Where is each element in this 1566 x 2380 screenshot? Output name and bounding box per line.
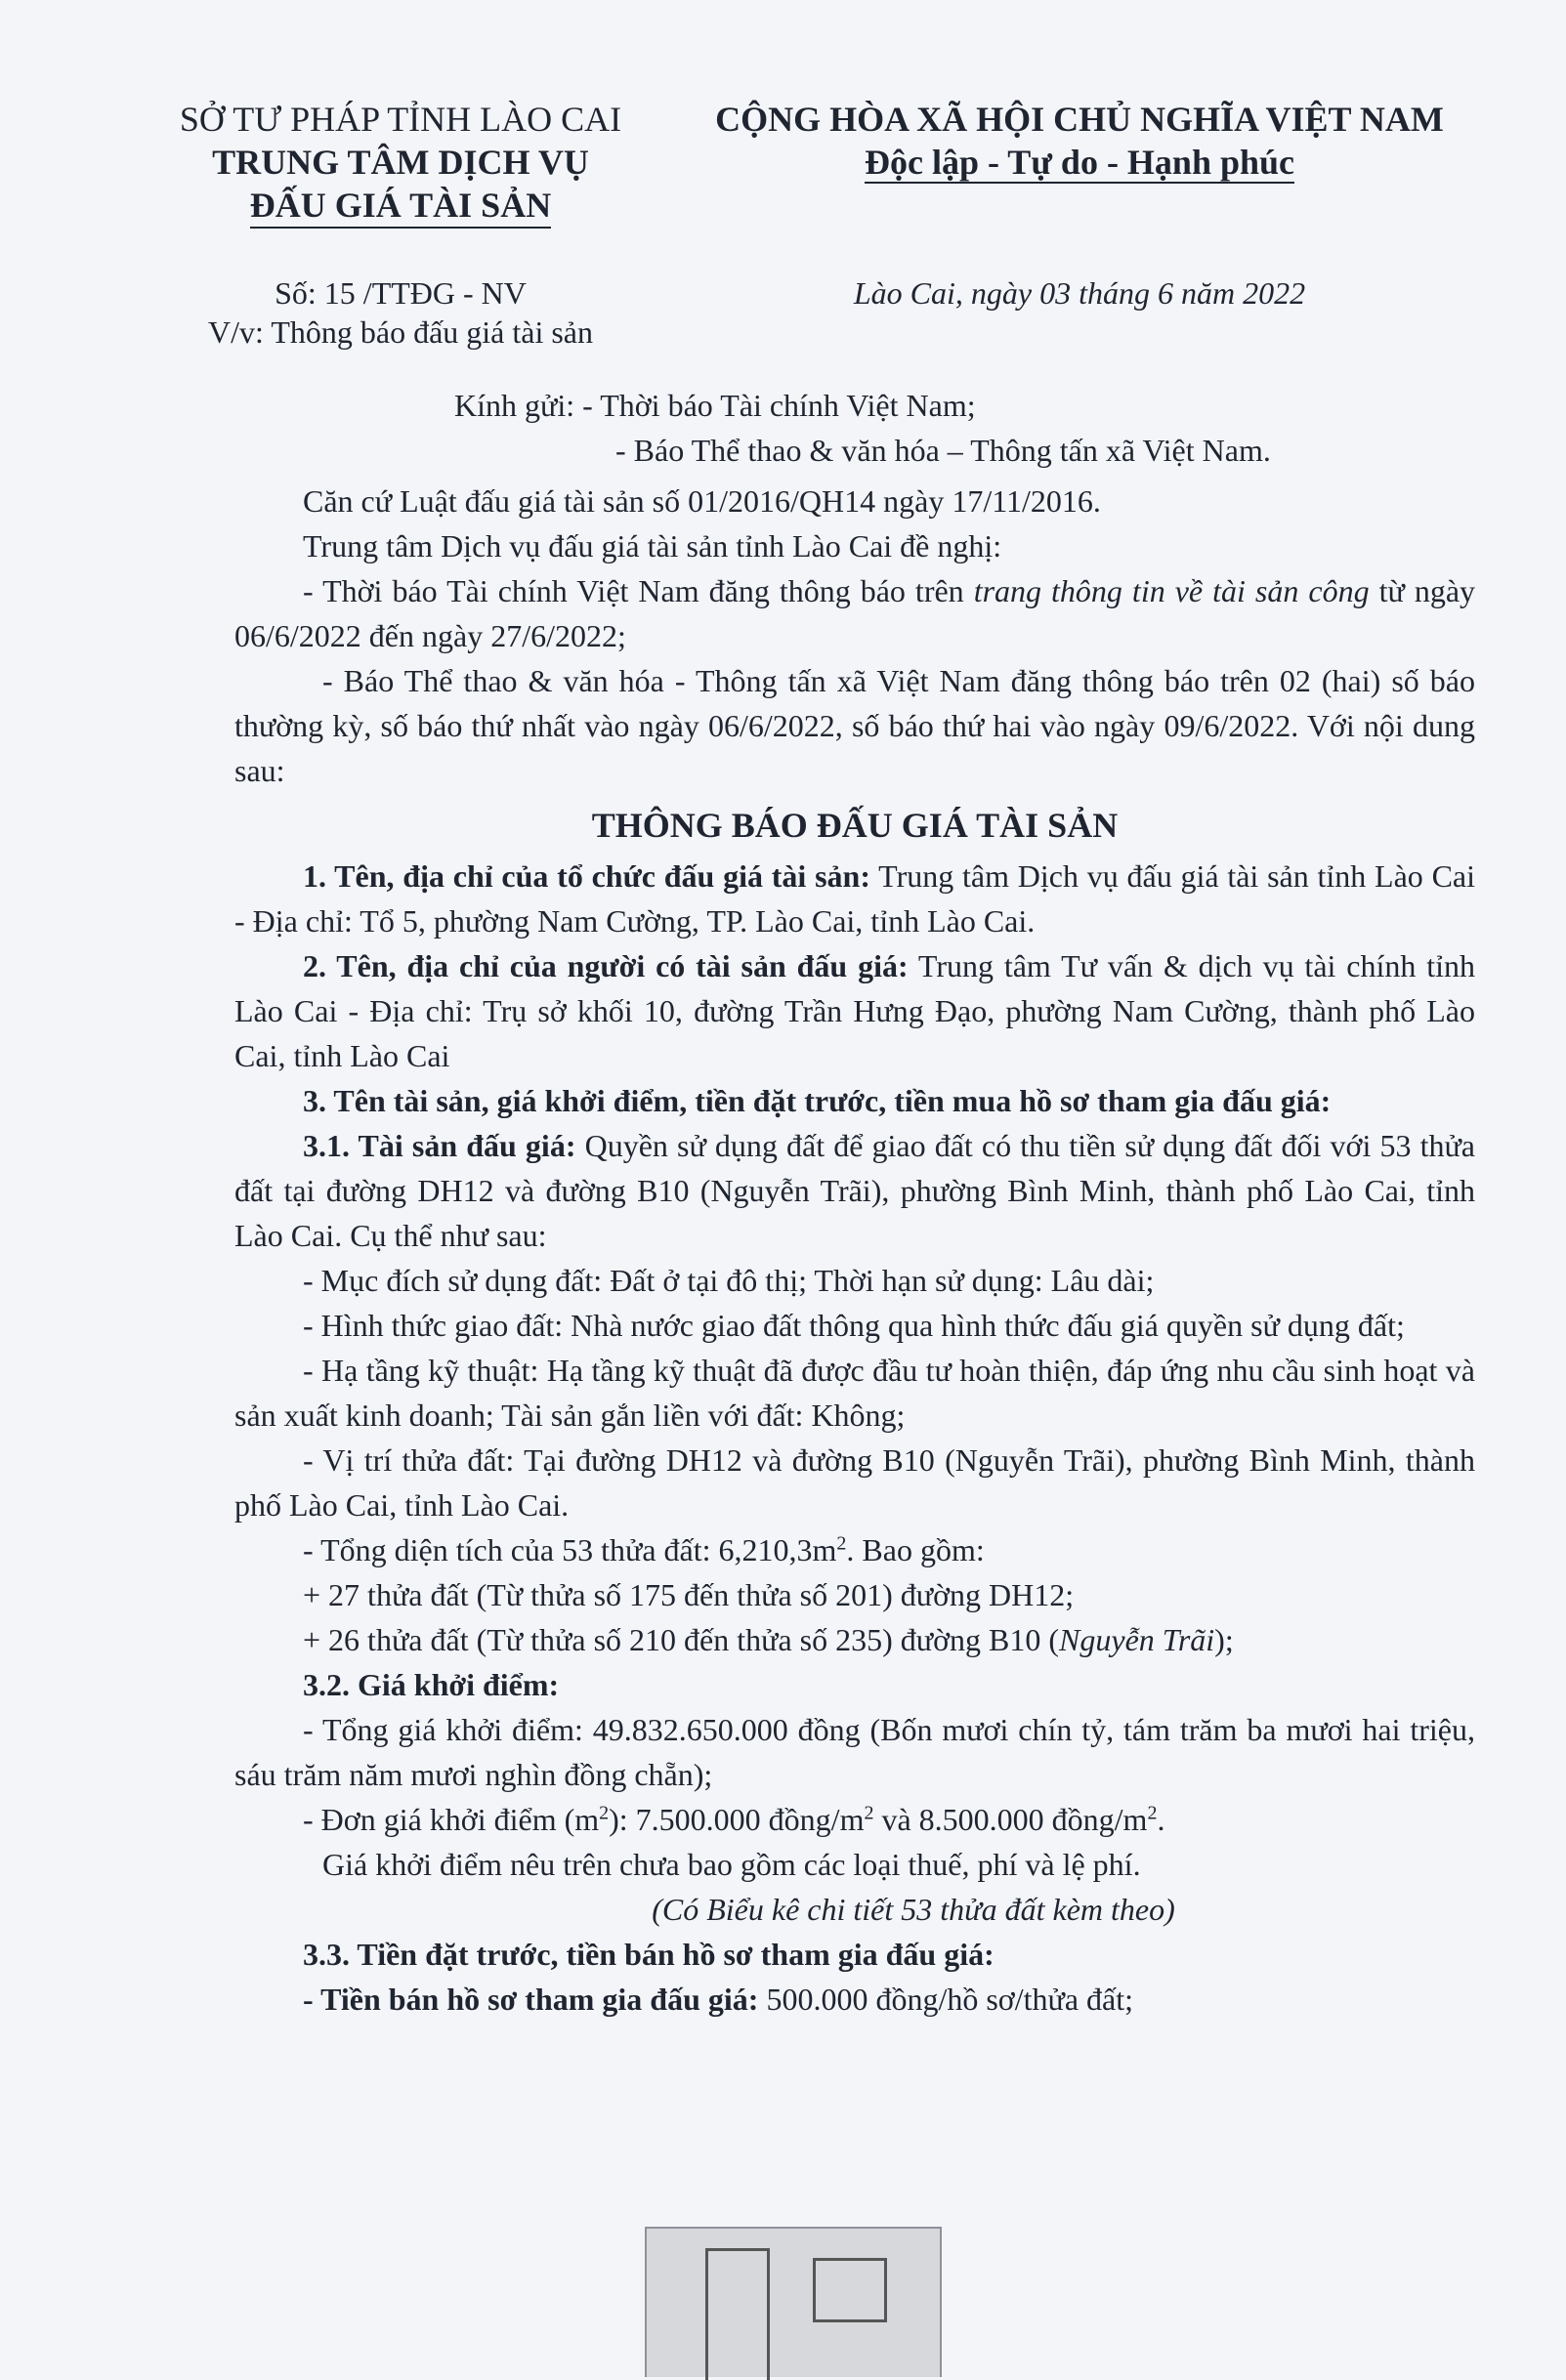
bullet-purpose: - Mục đích sử dụng đất: Đất ở tại đô thị; Thời hạn sử dụng: Lâu dài;	[303, 1263, 1155, 1298]
dossier-fee-value: 500.000 đồng/hồ sơ/thửa đất;	[758, 1982, 1134, 2017]
area-sup: 2	[836, 1532, 847, 1555]
recipient-line-1	[234, 383, 1475, 428]
unit-price-a: - Đơn giá khởi điểm (m	[303, 1802, 600, 1837]
unit-price-c: và 8.500.000 đồng/m	[873, 1802, 1148, 1837]
plots-b10-b: );	[1214, 1622, 1234, 1657]
section-3-2-heading: 3.2. Giá khởi điểm:	[303, 1667, 560, 1702]
doc-subject: V/v: Thông báo đấu giá tài sản	[208, 314, 593, 350]
doc-number: Số: 15 /TTĐG - NV	[275, 275, 527, 311]
issuer-block	[147, 98, 655, 229]
stamp-graphic	[645, 2227, 942, 2377]
request-1-b: từ ngày 06/6/2022 đến ngày 27/6/2022;	[234, 573, 1476, 653]
section-2-text: Trung tâm Tư vấn & dịch vụ tài chính tỉnh Lào Cai - Địa chỉ: Trụ sở khối 10, đường Trần Hưng Đạo, phường Nam Cường, thành phố Lào Cai, tỉnh Lào Cai	[234, 948, 1476, 1073]
bullet-total-price: - Tổng giá khởi điểm: 49.832.650.000 đồng (Bốn mươi chín tỷ, tám trăm ba mươi hai triệu, sáu trăm năm mươi nghìn đồng chẵn);	[234, 1712, 1475, 1792]
national-header	[674, 98, 1485, 184]
bullet-allocation: - Hình thức giao đất: Nhà nước giao đất thông qua hình thức đấu giá quyền sử dụng đất;	[303, 1308, 1405, 1343]
bullet-dossier-fee	[234, 1977, 1475, 2022]
issuer-name-line2: ĐẤU GIÁ TÀI SẢN	[250, 184, 551, 229]
unit-price-sup3: 2	[1147, 1802, 1158, 1824]
stamp-mark-2	[813, 2258, 887, 2322]
document-body	[234, 383, 1475, 2022]
unit-price-sup1: 2	[599, 1802, 610, 1824]
request-1	[234, 568, 1475, 658]
issuer-parent: SỞ TƯ PHÁP TỈNH LÀO CAI	[179, 100, 622, 139]
request-intro: Trung tâm Dịch vụ đấu giá tài sản tỉnh Lào Cai đề nghị:	[303, 528, 1002, 564]
notice-title: THÔNG BÁO ĐẤU GIÁ TÀI SẢN	[591, 806, 1119, 845]
section-2-heading: 2. Tên, địa chỉ của người có tài sản đấu giá:	[303, 948, 909, 983]
section-3-heading: 3. Tên tài sản, giá khởi điểm, tiền đặt trước, tiền mua hồ sơ tham gia đấu giá:	[303, 1083, 1332, 1118]
bullet-plots-dh12: + 27 thửa đất (Từ thửa số 175 đến thửa số 201) đường DH12;	[303, 1577, 1075, 1612]
doc-date: Lào Cai, ngày 03 tháng 6 năm 2022	[853, 275, 1306, 311]
dossier-fee-label: - Tiền bán hồ sơ tham gia đấu giá:	[303, 1982, 759, 2017]
area-text-end: . Bao gồm:	[846, 1532, 985, 1567]
legal-basis: Căn cứ Luật đấu giá tài sản số 01/2016/QH14 ngày 17/11/2016.	[303, 483, 1101, 519]
unit-price-d: .	[1157, 1802, 1165, 1837]
section-1-text: Trung tâm Dịch vụ đấu giá tài sản tỉnh Lào Cai - Địa chỉ: Tổ 5, phường Nam Cường, TP. Lào Cai, tỉnh Lào Cai.	[234, 858, 1476, 939]
section-2	[234, 943, 1475, 1078]
issuer-name-line1: TRUNG TÂM DỊCH VỤ	[212, 143, 589, 182]
request-1-a: - Thời báo Tài chính Việt Nam đăng thông báo trên	[303, 573, 974, 608]
request-2: - Báo Thể thao & văn hóa - Thông tấn xã Việt Nam đăng thông báo trên 02 (hai) số báo thường kỳ, số báo thứ nhất vào ngày 06/6/2022, số báo thứ hai vào ngày 09/6/2022. Với nội dung sau:	[234, 663, 1475, 788]
section-3-1-text: Quyền sử dụng đất để giao đất có thu tiền sử dụng đất đối với 53 thửa đất tại đường DH12 và đường B10 (Nguyễn Trãi), phường Bình Minh, thành phố Lào Cai, tỉnh Lào Cai. Cụ thể như sau:	[234, 1128, 1476, 1253]
bullet-location: - Vị trí thửa đất: Tại đường DH12 và đường B10 (Nguyễn Trãi), phường Bình Minh, thành phố Lào Cai, tỉnh Lào Cai.	[234, 1442, 1475, 1523]
motto: Độc lập - Tự do - Hạnh phúc	[864, 143, 1295, 182]
bullet-plots-b10	[234, 1617, 1475, 1662]
plots-b10-italic: Nguyễn Trãi	[1059, 1622, 1215, 1657]
bullet-unit-price	[234, 1797, 1475, 1842]
attachment-note: (Có Biểu kê chi tiết 53 thửa đất kèm theo)	[652, 1892, 1175, 1927]
section-3-1-heading: 3.1. Tài sản đấu giá:	[303, 1128, 576, 1163]
stamp-mark-1	[705, 2248, 770, 2380]
bullet-area	[234, 1527, 1475, 1572]
price-note: Giá khởi điểm nêu trên chưa bao gồm các loại thuế, phí và lệ phí.	[322, 1847, 1141, 1882]
section-1-heading: 1. Tên, địa chỉ của tổ chức đấu giá tài sản:	[303, 858, 870, 894]
nation-title: CỘNG HÒA XÃ HỘI CHỦ NGHĨA VIỆT NAM	[715, 100, 1444, 139]
recipients-label: Kính gửi:	[454, 388, 575, 423]
plots-b10-a: + 26 thửa đất (Từ thửa số 210 đến thửa số 235) đường B10 (	[303, 1622, 1060, 1657]
section-3-3-heading: 3.3. Tiền đặt trước, tiền bán hồ sơ tham gia đấu giá:	[303, 1937, 995, 1972]
unit-price-sup2: 2	[864, 1802, 874, 1824]
request-1-italic: trang thông tin về tài sản công	[973, 573, 1370, 608]
section-1	[234, 854, 1475, 943]
section-3-1	[234, 1123, 1475, 1258]
bullet-infrastructure: - Hạ tầng kỹ thuật: Hạ tầng kỹ thuật đã được đầu tư hoàn thiện, đáp ứng nhu cầu sinh hoạt và sản xuất kinh doanh; Tài sản gắn liền với đất: Không;	[234, 1353, 1475, 1433]
doc-number-block	[147, 273, 655, 352]
area-text: - Tổng diện tích của 53 thửa đất: 6,210,3m	[303, 1532, 837, 1567]
recipient-2: - Báo Thể thao & văn hóa – Thông tấn xã Việt Nam.	[615, 433, 1271, 468]
unit-price-b: ): 7.500.000 đồng/m	[609, 1802, 865, 1837]
recipient-1: - Thời báo Tài chính Việt Nam;	[582, 388, 976, 423]
